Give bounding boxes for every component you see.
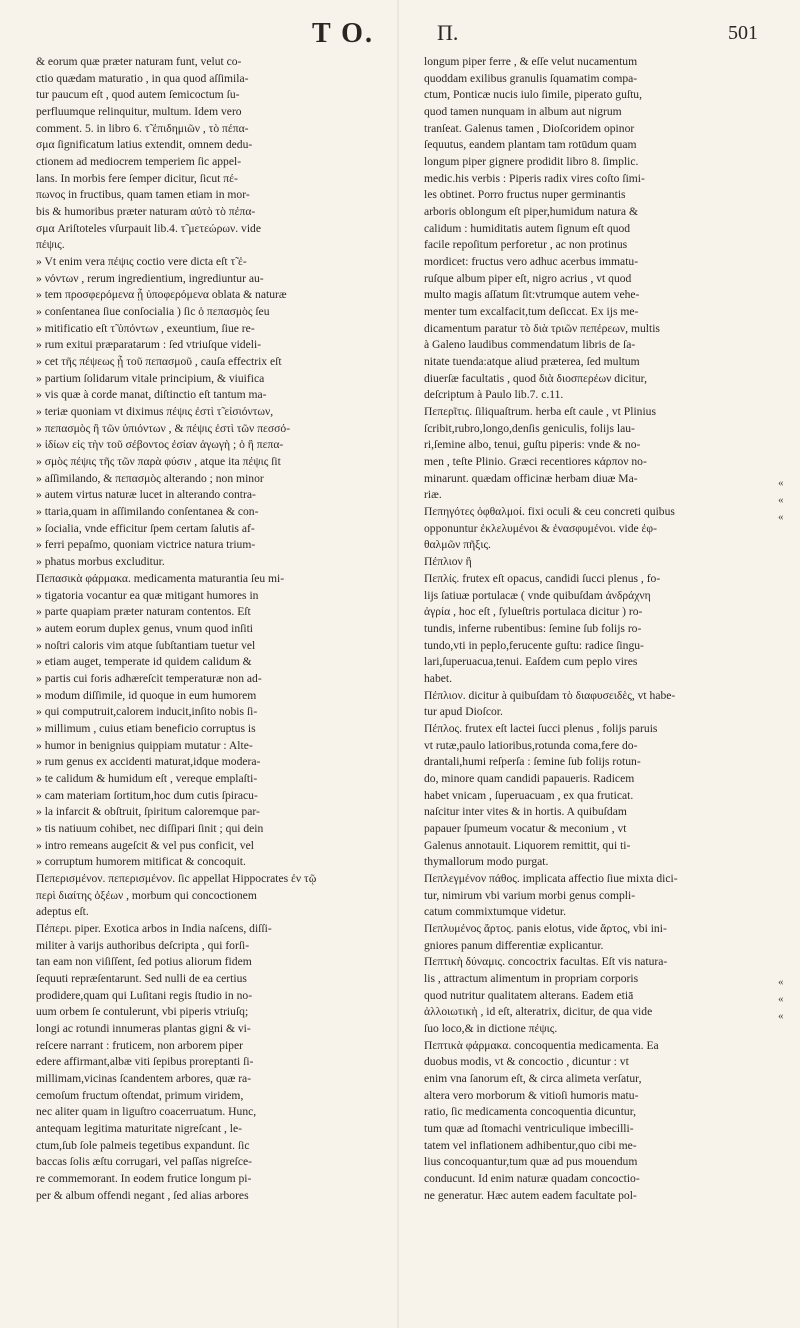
text-line: medic.his verbis : Piperis radix vires coſto ſimi- (424, 171, 645, 185)
text-line: multo magis aſſatum ſit:vtrumque autem vehe- (424, 288, 640, 302)
text-line: Πέπλιον. dicitur à quibuſdam τὸ διαφυσειδὲς, vt habe- (424, 688, 676, 702)
text-line: conducunt. Id enim naturæ quadam concoctio- (424, 1172, 640, 1186)
text-line: » phatus morbus excluditur. (36, 555, 165, 569)
text-line: lius concoquantur,tum quæ ad pus mouendum (424, 1155, 638, 1169)
text-line: arboris oblongum eſt piper,humidum natura & (424, 205, 638, 219)
text-line: à Galeno laudibus commendatum libris de ſa- (424, 338, 636, 352)
text-line: longum piper gignere prodidit libro 8. ſimplic. (424, 155, 639, 169)
text-line: σμα ſignificatum latius extendit, omnem dedu- (36, 138, 253, 152)
text-line: adeptus eſt. (36, 905, 89, 919)
text-line: » vis quæ à corde manat, diſtinctio eſt tantum ma- (36, 388, 267, 402)
text-line: » parte quapiam præter naturam contentos. Eſt (36, 605, 251, 619)
text-line: re commemorant. In eodem frutice longum pi- (36, 1172, 252, 1186)
text-line: ſequuti repræſentarunt. Sed nulli de ea certius (36, 971, 247, 985)
text-line: quod tamen nunquam in album aut nigrum (424, 105, 622, 119)
margin-quote-mark: « (778, 993, 784, 1005)
text-line: » cam materiam ſortitum,hoc dum cutis ſpiracu- (36, 788, 258, 802)
text-line: catum commixtumque videtur. (424, 905, 566, 919)
text-line: papauer ſpumeum vocatur & meconium , vt (424, 821, 627, 835)
text-line: prodidere,quam qui Luſitani regis ſtudio in no- (36, 988, 253, 1002)
text-line: minarunt. quædam officinæ herbam diuæ Ma- (424, 471, 638, 485)
text-line: » Vt enim vera πέψις coctio vere dicta eſt τ̃ ἐ- (36, 255, 247, 269)
text-line: Πεπερῖτις. ſiliquaſtrum. herba eſt caule , vt Plinius (424, 405, 656, 419)
text-line: ctum, Ponticæ nucis iulo ſimile, piperato guſtu, (424, 88, 643, 102)
text-line: lari,ſuperuacua,tenui. Eaſdem cum peplo vires (424, 655, 638, 669)
text-line: Πεπτικὴ δύναμις. concoctrix facultas. Eſt vis natura- (424, 955, 668, 969)
margin-quote-mark: « (778, 976, 784, 988)
text-line: habet vnicam , ſuperuacuam , ex qua fruticat. (424, 788, 634, 802)
text-line: uum orbem ſe contulerunt, vbi piperis vtriuſq; (36, 1005, 249, 1019)
text-line: » ſocialia, vnde efficitur ſpem certam ſalutis af- (36, 521, 255, 535)
text-line: naſcitur inter vites & in hortis. A quibuſdam (424, 805, 627, 819)
text-line: opponuntur ἐκλελυμένοι & ἐνασφυμένοι. vide ἐφ- (424, 521, 657, 535)
text-line: do, minore quam candidi papaueris. Radicem (424, 771, 635, 785)
text-line: militer à varijs authoribus deſcripta , qui forſi- (36, 938, 250, 952)
text-line: reſcere narrant : fruticem, non arborem piper (36, 1038, 243, 1052)
text-line: ne generatur. Hæc autem eadem facultate pol- (424, 1188, 637, 1202)
text-line: vt rutæ,paulo latioribus,rotunda coma,fere do- (424, 738, 638, 752)
text-line: perfluumque relinquitur, multum. Idem vero (36, 105, 242, 119)
text-line: » tem προσφερόμενα ᾗ ὑποφερόμενα oblata & naturæ (36, 288, 287, 302)
text-line: tundis, inferne rubentibus: ſemine ſub folijs ro- (424, 621, 642, 635)
text-line: tundo,vti in peplo,ferucente guſtu: radice ſingu- (424, 638, 644, 652)
text-line: edere affirmant,albæ viti ſepibus proreptanti ſi- (36, 1055, 254, 1069)
text-line: » qui computruit,calorem inducit,inſito nobis ſi- (36, 705, 258, 719)
text-line: drantali,humi reſperſa : ſemine ſub folijs rotun- (424, 755, 641, 769)
text-line: » conſentanea ſiue conſocialia ) ſic ὁ πεπασμὸς ſeu (36, 305, 270, 319)
text-line: » autem virtus naturæ lucet in alterando contra- (36, 488, 256, 502)
text-line: ἀλλοιωτικὴ , id eſt, alteratrix, dicitur, de qua vide (424, 1005, 653, 1019)
text-line: Πεπλίς. frutex eſt opacus, candidi ſucci plenus , fo- (424, 571, 661, 585)
text-line: » corruptum humorem mitificat & concoquit. (36, 855, 246, 869)
margin-quote-mark: « (778, 477, 784, 489)
text-line: nec aliter quam in liguſtro coacerruatum. Hunc, (36, 1105, 257, 1119)
text-line: ctio quædam maturatio , in qua quod aſſimila- (36, 71, 249, 85)
text-line: ἀγρία , hoc eſt , ſylueſtris portulaca dicitur ) ro- (424, 605, 643, 619)
text-line: & eorum quæ præter naturam funt, velut co- (36, 55, 242, 68)
margin-quote-mark: « (778, 1010, 784, 1022)
left-text-column (36, 54, 388, 1204)
text-line: quoddam exilibus granulis ſquamatim compa- (424, 71, 638, 85)
text-line: Galenus annotauit. Liquorem remittit, qui ti- (424, 838, 631, 852)
text-line: lijs ſatiuæ portulacæ ( vnde quibuſdam ἀνδράχνη (424, 588, 651, 602)
text-line: dicamentum paratur τὸ διὰ τριῶν πεπέρεων, multis (424, 321, 660, 335)
margin-quote-mark: « (778, 494, 784, 506)
text-line: » modum diſſimile, id quoque in eum humorem (36, 688, 257, 702)
text-line: tum quæ ad ſtomachi ventriculique imbecilli- (424, 1122, 634, 1135)
text-line: » πεπασμὸς ἢ τῶν ὑπιόντων , & πέψις ἐστὶ τῶν πεσσό- (36, 421, 291, 435)
text-line: bis & humoribus præter naturam αὐτὸ τὸ πέπα- (36, 205, 256, 219)
text-line: πωνος in fructibus, quam tamen etiam in mor- (36, 188, 250, 202)
text-line: tan eam non viſiſſent, ſed potius aliorum fidem (36, 955, 252, 969)
text-line: menter tum excalfacit,tum deſiccat. Ex ijs me- (424, 305, 639, 319)
text-line: diuerſæ facultatis , quod διὰ διοσπερέων dicitur, (424, 371, 647, 385)
page-gutter (397, 0, 399, 1328)
text-line: » teriæ quoniam vt diximus πέψις ἐστὶ τ̃ εἰσιόντων, (36, 405, 274, 419)
text-line: » noſtri caloris vim atque ſubſtantiam tuetur vel (36, 638, 256, 652)
text-line: tur, nimirum vbi varium morbi genus compli- (424, 888, 636, 902)
text-line: » ttaria,quam in aſſimilando conſentanea & con- (36, 505, 259, 519)
text-line: longum piper ferre , & eſſe velut nucamentum (424, 55, 638, 68)
text-line: ctionem ad mediocrem temperiem ſic appel- (36, 155, 242, 169)
text-line: ſequutus, eandem plantam tam rotūdum quam (424, 138, 637, 152)
text-line: tur paucum eſt , quod autem ſemicoctum ſu- (36, 88, 240, 102)
margin-quote-mark: « (778, 511, 784, 523)
text-line: » humor in benignius quippiam mutatur : Alte- (36, 738, 253, 752)
text-line: » rum exitui præparatarum : ſed vtriuſque videli- (36, 338, 262, 352)
text-line: » mitificatio eſt τ̃ ὑπόντων , exeuntium, ſiue re- (36, 321, 255, 335)
text-line: σμα Ariſtoteles vſurpauit lib.4. τ̃ μετεώρων. vide (36, 221, 261, 235)
text-line: tranſeat. Galenus tamen , Dioſcoridem opinor (424, 121, 635, 135)
text-line: » la infarcit & obſtruit, ſpiritum caloremque par- (36, 805, 260, 819)
text-line: ſcribit,rubro,longo,denſis geniculis, folijs lau- (424, 421, 635, 435)
text-line: per & album offendi negant , ſed alias arbores (36, 1188, 249, 1202)
text-line: millimam,vicinas ſcandentem arbores, quæ ra- (36, 1071, 252, 1085)
text-line: ri,ſemine albo, tenui, guſtu piperis: vnde & no- (424, 438, 641, 452)
text-line: Πεπτικὰ φάρμακα. concoquentia medicamenta. Ea (424, 1038, 659, 1052)
running-head-mid: Π. (437, 20, 459, 45)
text-line: » cet τῆς πέψεως ᾗ τοῦ πεπασμοῦ , cauſa effectrix eſt (36, 355, 282, 369)
text-line: » ferri pepaſmo, quoniam victrice natura trium- (36, 538, 256, 552)
text-line: antequam legitima maturitate nigreſcant , le- (36, 1122, 243, 1135)
text-line: lans. In morbis fere ſemper dicitur, ſicut πέ- (36, 171, 238, 185)
text-line: » tigatoria vocantur ea quæ mitigant humores in (36, 588, 259, 602)
text-line: » intro remeans augeſcit & vel pus conficit, vel (36, 838, 254, 852)
text-line: » tis natiuum cohibet, nec diſſipari ſinit ; qui dein (36, 821, 264, 835)
text-line: men , teſte Plinio. Græci recentiores κάρπον no- (424, 455, 647, 469)
text-line: Πέπλος. frutex eſt lactei ſucci plenus , folijs paruis (424, 721, 658, 735)
text-line: Πεπλεγμένον πάθος. implicata affectio ſiue mixta dici- (424, 871, 678, 885)
text-line: deſcriptum à Paulo lib.7. c.11. (424, 388, 564, 402)
text-line: » etiam auget, temperate id quidem calidum & (36, 655, 252, 669)
text-line: ſuo loco,& in dictione πέψις. (424, 1021, 558, 1035)
text-line: nitate tuenda:atque aliud præterea, ſed multum (424, 355, 640, 369)
text-line: περὶ διαίτης ὀξέων , morbum qui concoctionem (36, 888, 257, 902)
right-text-column (424, 54, 766, 1204)
text-line: cemoſum fructum oſtendat, primum viridem, (36, 1088, 244, 1102)
text-line: comment. 5. in libro 6. τ̃ ἐπιδημιῶν , τὸ πέπα- (36, 121, 249, 135)
text-line: duobus modis, vt & concoctio , dicuntur : vt (424, 1055, 629, 1069)
text-line: quod nutritur qualitatem alterans. Eadem etiā (424, 988, 634, 1002)
text-line: » ἰδίων εἰς τὴν τοῦ σέβοντος ἐσίαν ἀγωγὴ ; ὁ ἢ πεπα- (36, 438, 284, 452)
text-line: tatem vel inflationem adhibentur,quo cibi me- (424, 1138, 637, 1152)
text-line: ruſque album piper eſt, nigro acrius , vt quod (424, 271, 632, 285)
text-line: » millimum , cuius etiam beneficio corruptus is (36, 721, 256, 735)
text-line: θαλμῶν πῆξις. (424, 538, 491, 552)
text-line: » aſſimilando, & πεπασμὸς alterando ; non minor (36, 471, 264, 485)
text-line: baccas ſolis æſtu corrugari, vel paſſas nigreſce- (36, 1155, 253, 1169)
text-line: » σμὸς πέψις τῆς τῶν παρὰ φύσιν , atque ita πέψις ſit (36, 455, 281, 469)
text-line: longi ac rotundi innumeras plantas gigni & vi- (36, 1021, 251, 1035)
text-line: calidum : humiditatis autem ſignum eſt quod (424, 221, 631, 235)
running-head-left: T O. (312, 18, 374, 49)
text-line: Πεπασικὰ φάρμακα. medicamenta maturantia ſeu mi- (36, 571, 285, 585)
running-header (28, 18, 772, 52)
text-line: riæ. (424, 488, 442, 502)
text-line: gniores panum differentiæ explicantur. (424, 938, 604, 952)
text-line: » te calidum & humidum eſt , vereque emplaſti- (36, 771, 258, 785)
text-line: les obtinet. Porro fructus nuper germinantis (424, 188, 626, 202)
text-line: Πέπερι. piper. Exotica arbos in India naſcens, diſſi- (36, 921, 272, 935)
text-line: » partium ſolidarum vitale principium, & viuifica (36, 371, 265, 385)
text-line: enim vna ſanorum eſt, & circa alimeta verſatur, (424, 1071, 642, 1085)
text-line: altera vero morborum & vitioſi humoris matu- (424, 1088, 639, 1102)
text-line: Πέπλιον ἢ (424, 555, 472, 569)
text-line: ratio, ſic medicamenta concoquentia dicuntur, (424, 1105, 637, 1119)
text-line: thymallorum modo purgat. (424, 855, 549, 869)
text-line: Πεπλυμένος ἄρτος. panis elotus, vide ἄρτος, vbi ini- (424, 921, 667, 935)
text-line: facile repoſitum perforetur , ac non protinus (424, 238, 628, 252)
text-line: πέψις. (36, 238, 65, 252)
text-line: Πεπερισμένον. πεπερισμένον. ſic appellat Hippocrates ἐν τῷ (36, 871, 317, 885)
text-line: habet. (424, 671, 453, 685)
text-line: mordicet: fructus vero adhuc acerbus immatu- (424, 255, 639, 269)
text-line: ctum,ſub ſole palmeis tegetibus expandunt. ſic (36, 1138, 250, 1152)
text-line: lis , attractum alimentum in propriam corporis (424, 971, 639, 985)
text-line: tur apud Dioſcor. (424, 705, 503, 719)
text-line: » rum genus ex accidenti maturat,idque modera- (36, 755, 261, 769)
text-line: » νόντων , rerum ingredientium, ingrediuntur au- (36, 271, 264, 285)
page-number: 501 (728, 22, 758, 44)
text-line: Πεπηγότες ὀφθαλμοί. fixi oculi & ceu concreti quibus (424, 505, 675, 519)
text-line: » autem eorum duplex genus, vnum quod inſiti (36, 621, 254, 635)
text-line: » partis cui foris adhæreſcit temperaturæ non ad- (36, 671, 262, 685)
